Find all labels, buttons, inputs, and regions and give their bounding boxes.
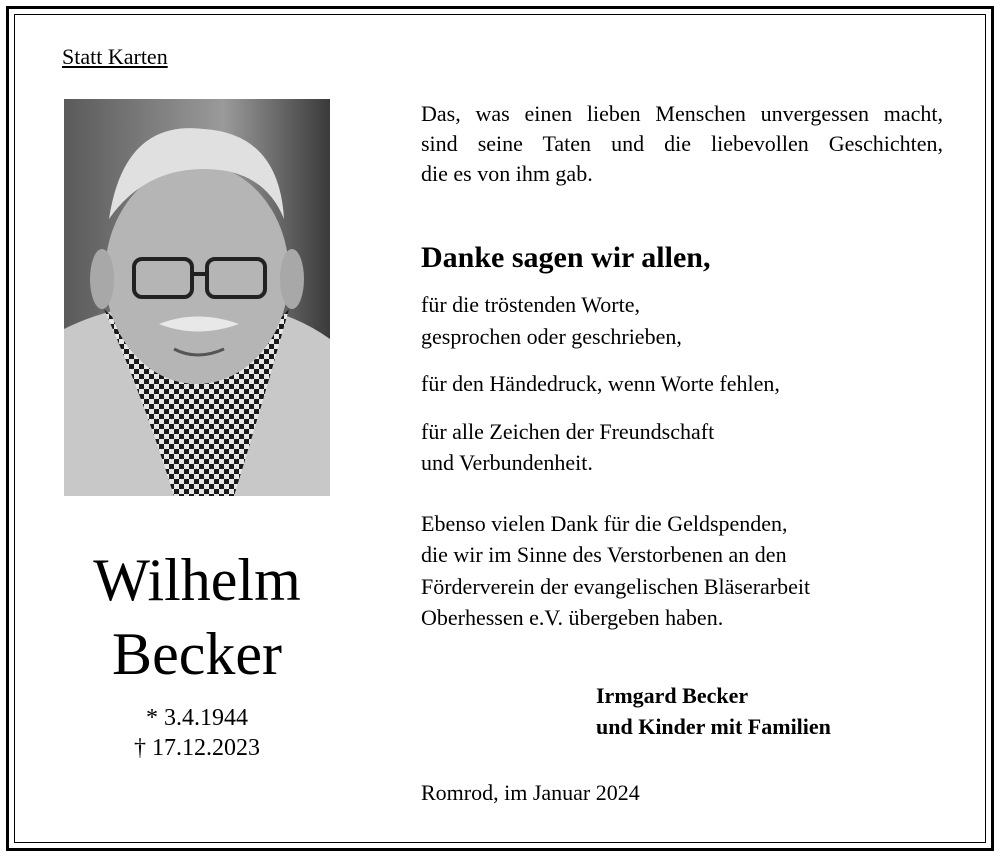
thanks-line: für die tröstenden Worte, bbox=[421, 292, 640, 317]
quote-line: Das, was einen lieben Menschen unvergessen macht, bbox=[421, 101, 943, 126]
signature-line: Irmgard Becker bbox=[596, 683, 749, 708]
memorial-quote bbox=[421, 99, 943, 189]
thanks-line: gesprochen oder geschrieben, bbox=[421, 324, 682, 349]
deceased-last-name: Becker bbox=[112, 621, 282, 687]
donation-line: die wir im Sinne des Verstorbenen an den bbox=[421, 542, 787, 567]
portrait-photo bbox=[64, 99, 330, 496]
header-statt-karten: Statt Karten bbox=[62, 44, 168, 69]
thanks-line: für den Händedruck, wenn Worte fehlen, bbox=[421, 371, 780, 396]
place-date: Romrod, im Januar 2024 bbox=[421, 780, 640, 805]
deceased-first-name: Wilhelm bbox=[93, 547, 301, 613]
donation-line: Förderverein der evangelischen Bläserarbeit bbox=[421, 574, 811, 599]
birth-date: * 3.4.1944 bbox=[146, 705, 248, 731]
death-date: † 17.12.2023 bbox=[134, 735, 260, 761]
donation-line: Oberhessen e.V. übergeben haben. bbox=[421, 605, 724, 630]
signature-line: und Kinder mit Familien bbox=[596, 714, 831, 739]
thanks-line: und Verbundenheit. bbox=[421, 450, 593, 475]
donation-line: Ebenso vielen Dank für die Geldspenden, bbox=[421, 511, 788, 536]
quote-line: sind seine Taten und die liebevollen Geschichten, bbox=[421, 131, 943, 156]
quote-line: die es von ihm gab. bbox=[421, 161, 593, 186]
thanks-line: für alle Zeichen der Freundschaft bbox=[421, 419, 715, 444]
thanks-heading: Danke sagen wir allen, bbox=[421, 241, 711, 274]
